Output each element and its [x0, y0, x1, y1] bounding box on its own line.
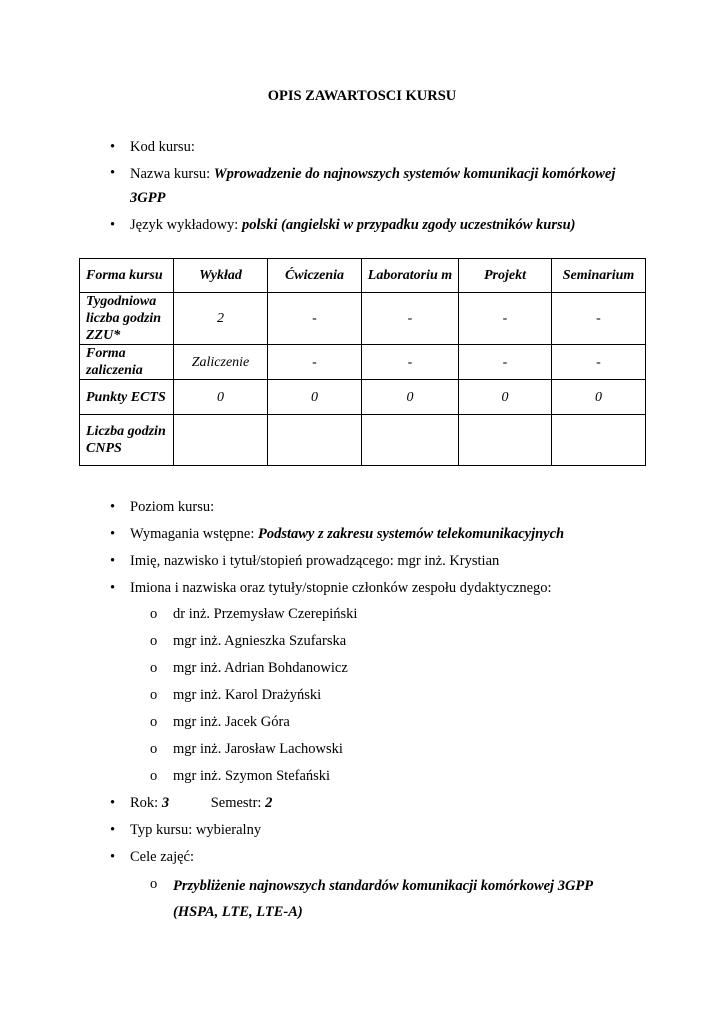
- table-cell: 0: [552, 380, 646, 415]
- table-cell: -: [552, 293, 646, 345]
- language-value: polski (angielski w przypadku zgody uczestników kursu): [241, 217, 576, 233]
- circle-bullet-icon: o: [150, 768, 158, 784]
- circle-bullet-icon: o: [150, 876, 158, 892]
- objective-text: Przybliżenie najnowszych standardów komunikacji komórkowej 3GPP: [173, 878, 594, 894]
- header-cell: Laboratoriu m: [362, 259, 459, 293]
- table-cell: Zaliczenie: [174, 345, 268, 380]
- team-text: Imiona i nazwiska oraz tytuły/stopnie członków zespołu dydaktycznego:: [130, 580, 552, 596]
- bullet-icon: •: [110, 822, 116, 838]
- objectives-label: Cele zajęć:: [130, 849, 194, 865]
- document-title: OPIS ZAWARTOSCI KURSU: [267, 88, 457, 104]
- header-cell: Wykład: [174, 259, 268, 293]
- team-member-name: mgr inż. Agnieszka Szufarska: [173, 633, 347, 649]
- table-cell: 0: [174, 380, 268, 415]
- requirements-value: Podstawy z zakresu systemów telekomunikacyjnych: [257, 526, 565, 542]
- table-cell: -: [268, 345, 362, 380]
- team-member-name: mgr inż. Karol Drażyński: [173, 687, 322, 703]
- table-cell: [459, 415, 552, 466]
- course-name-label: Nazwa kursu:: [130, 166, 211, 182]
- course-name-value-cont: 3GPP: [130, 190, 166, 206]
- circle-bullet-icon: o: [150, 606, 158, 622]
- row-label: Tygodniowa liczba godzin ZZU*: [80, 293, 174, 345]
- circle-bullet-icon: o: [150, 633, 158, 649]
- objective-entry: [150, 873, 690, 925]
- team-member-name: mgr inż. Adrian Bohdanowicz: [173, 660, 348, 676]
- table-cell: [174, 415, 268, 466]
- bullet-icon: •: [110, 526, 116, 542]
- bullet-icon: •: [110, 553, 116, 569]
- semester-label: Semestr:: [210, 795, 262, 811]
- instructor-text: Imię, nazwisko i tytuł/stopień prowadzącego: mgr inż. Krystian: [130, 553, 500, 569]
- course-name-value: Wprowadzenie do najnowszych systemów komunikacji komórkowej: [213, 166, 616, 182]
- circle-bullet-icon: o: [150, 687, 158, 703]
- table-row: [80, 415, 646, 466]
- bullet-icon: •: [110, 849, 116, 865]
- year-label: Rok:: [130, 795, 159, 811]
- year-value: 3: [161, 795, 170, 811]
- course-level-label: Poziom kursu:: [130, 499, 215, 515]
- table-cell: 0: [459, 380, 552, 415]
- table-row: [80, 293, 646, 345]
- row-label: Liczba godzin CNPS: [80, 415, 174, 466]
- requirements-label: Wymagania wstępne:: [130, 526, 255, 542]
- table-cell: 0: [362, 380, 459, 415]
- table-cell: 0: [268, 380, 362, 415]
- team-member-name: dr inż. Przemysław Czerepiński: [173, 606, 358, 622]
- language-label: Język wykładowy:: [130, 217, 239, 233]
- bullet-icon: •: [110, 499, 116, 515]
- bullet-icon: •: [110, 580, 116, 596]
- header-cell: Seminarium: [552, 259, 646, 293]
- course-code-label: Kod kursu:: [130, 139, 195, 155]
- bullet-icon: •: [110, 795, 116, 811]
- team-member-name: mgr inż. Jacek Góra: [173, 714, 290, 730]
- table-cell: -: [362, 293, 459, 345]
- table-cell: -: [362, 345, 459, 380]
- bullet-icon: •: [110, 217, 116, 233]
- team-member-name: mgr inż. Szymon Stefański: [173, 768, 331, 784]
- team-member-name: mgr inż. Jarosław Lachowski: [173, 741, 343, 757]
- table-cell: -: [268, 293, 362, 345]
- table-cell: -: [552, 345, 646, 380]
- header-cell: Forma kursu: [80, 259, 174, 293]
- header-cell: Projekt: [459, 259, 552, 293]
- table-cell: -: [459, 345, 552, 380]
- circle-bullet-icon: o: [150, 741, 158, 757]
- header-cell: Ćwiczenia: [268, 259, 362, 293]
- objective-text-cont: (HSPA, LTE, LTE-A): [173, 904, 303, 920]
- table-cell: 2: [174, 293, 268, 345]
- course-name-item: [110, 162, 690, 210]
- circle-bullet-icon: o: [150, 714, 158, 730]
- semester-value: 2: [265, 795, 273, 811]
- bullet-icon: •: [110, 165, 116, 181]
- row-label: Forma zaliczenia: [80, 345, 174, 380]
- table-cell: [552, 415, 646, 466]
- table-row: [80, 345, 646, 380]
- table-row: [80, 380, 646, 415]
- table-cell: -: [459, 293, 552, 345]
- circle-bullet-icon: o: [150, 660, 158, 676]
- row-label: Punkty ECTS: [80, 380, 174, 415]
- table-cell: [268, 415, 362, 466]
- table-cell: [362, 415, 459, 466]
- bullet-icon: •: [110, 139, 116, 155]
- course-hours-table: [79, 258, 646, 466]
- table-header-row: [80, 259, 646, 293]
- course-type-text: Typ kursu: wybieralny: [130, 822, 262, 838]
